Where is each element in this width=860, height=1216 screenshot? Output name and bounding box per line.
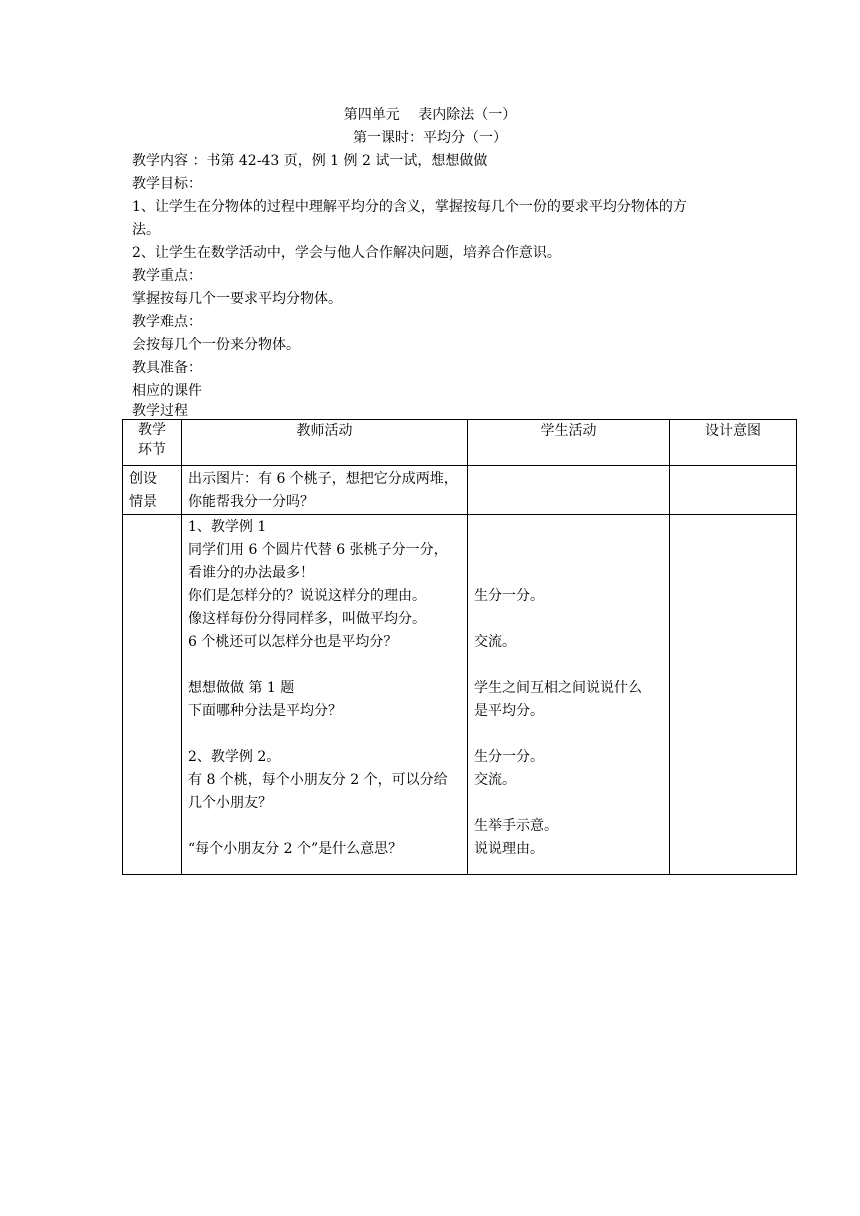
row2-teacher-line: 几个小朋友？ <box>188 795 272 811</box>
spacer <box>474 792 665 815</box>
header-student-activity: 学生活动 <box>468 420 670 466</box>
table-header-row <box>123 420 797 466</box>
row2-design-intent <box>670 515 797 875</box>
lesson-subtitle: 第一课时：平均分（一） <box>353 130 507 146</box>
row2-student-line: 生举手示意。 <box>474 818 558 834</box>
row1-stage-line1: 创设 <box>129 471 157 487</box>
row1-stage-line2: 情景 <box>129 494 157 510</box>
key-point-text: 掌握按每几个一要求平均分物体。 <box>132 291 342 307</box>
row2-stage <box>123 515 182 875</box>
row2-teacher-line: 1、教学例 1 <box>188 519 267 535</box>
row2-teacher-line: 有 8 个桃，每个小朋友分 2 个，可以分给 <box>188 772 448 788</box>
process-heading: 教学过程 <box>132 403 188 419</box>
materials-text: 相应的课件 <box>132 383 202 399</box>
row2-teacher-activity <box>182 515 468 875</box>
row1-teacher-line1: 出示图片：有 6 个桃子，想把它分成两堆， <box>188 471 458 487</box>
row2-teacher-line: 看谁分的办法最多！ <box>188 565 314 581</box>
row1-teacher-activity <box>182 466 468 515</box>
lesson-plan-table <box>122 419 797 875</box>
row2-teacher-line: 2、教学例 2。 <box>188 749 281 765</box>
spacer <box>474 539 665 562</box>
spacer <box>474 723 665 746</box>
teaching-content-line: 教学内容 ：书第 42-43 页，例 1 例 2 试一试，想想做做 <box>132 153 488 169</box>
goal-2-line: 2、让学生在数学活动中，学会与他人合作解决问题，培养合作意识。 <box>132 245 561 261</box>
spacer <box>188 654 463 677</box>
spacer <box>474 516 665 539</box>
spacer <box>188 723 463 746</box>
unit-title: 第四单元 表内除法（一） <box>343 107 517 123</box>
table-row <box>123 466 797 515</box>
materials-heading: 教具准备： <box>132 360 202 376</box>
row1-stage <box>123 466 182 515</box>
header-stage <box>123 420 182 466</box>
row2-student-line: 是平均分。 <box>474 703 544 719</box>
header-stage-line2: 环节 <box>138 442 166 458</box>
row2-student-activity <box>468 515 670 875</box>
spacer <box>474 654 665 677</box>
spacer <box>188 815 463 838</box>
teaching-goals-heading: 教学目标： <box>132 176 202 192</box>
row2-teacher-line: 同学们用 6 个圆片代替 6 张桃子分一分， <box>188 542 448 558</box>
row2-teacher-line: 你们是怎样分的？说说这样分的理由。 <box>188 588 426 604</box>
row2-teacher-line: 6 个桃还可以怎样分也是平均分？ <box>188 634 398 650</box>
header-stage-line1: 教学 <box>138 422 166 438</box>
row1-student-activity <box>468 466 670 515</box>
row1-teacher-line2: 你能帮我分一分吗？ <box>188 494 314 510</box>
goal-1-line: 1、让学生在分物体的过程中理解平均分的含义，掌握按每几个一份的要求平均分物体的方 <box>132 199 687 215</box>
row2-teacher-line: 想想做做 第 1 题 <box>188 680 295 696</box>
row2-student-line: 说说理由。 <box>474 841 544 857</box>
row2-teacher-line: 下面哪种分法是平均分？ <box>188 703 342 719</box>
row1-design-intent <box>670 466 797 515</box>
goal-1-continuation: 法。 <box>132 222 160 238</box>
row2-student-line: 交流。 <box>474 772 516 788</box>
key-point-heading: 教学重点： <box>132 268 202 284</box>
row2-teacher-line: 像这样每份分得同样多，叫做平均分。 <box>188 611 426 627</box>
difficulty-text: 会按每几个一份来分物体。 <box>132 337 300 353</box>
row2-student-line: 生分一分。 <box>474 749 544 765</box>
spacer <box>474 562 665 585</box>
table-row <box>123 515 797 875</box>
difficulty-heading: 教学难点： <box>132 314 202 330</box>
header-design-intent: 设计意图 <box>670 420 797 466</box>
row2-student-line: 交流。 <box>474 634 516 650</box>
row2-teacher-line: “每个小朋友分 2 个”是什么意思？ <box>188 841 403 857</box>
header-teacher-activity: 教师活动 <box>182 420 468 466</box>
row2-student-line: 学生之间互相之间说说什么 <box>474 680 642 696</box>
row2-student-line: 生分一分。 <box>474 588 544 604</box>
spacer <box>474 608 665 631</box>
